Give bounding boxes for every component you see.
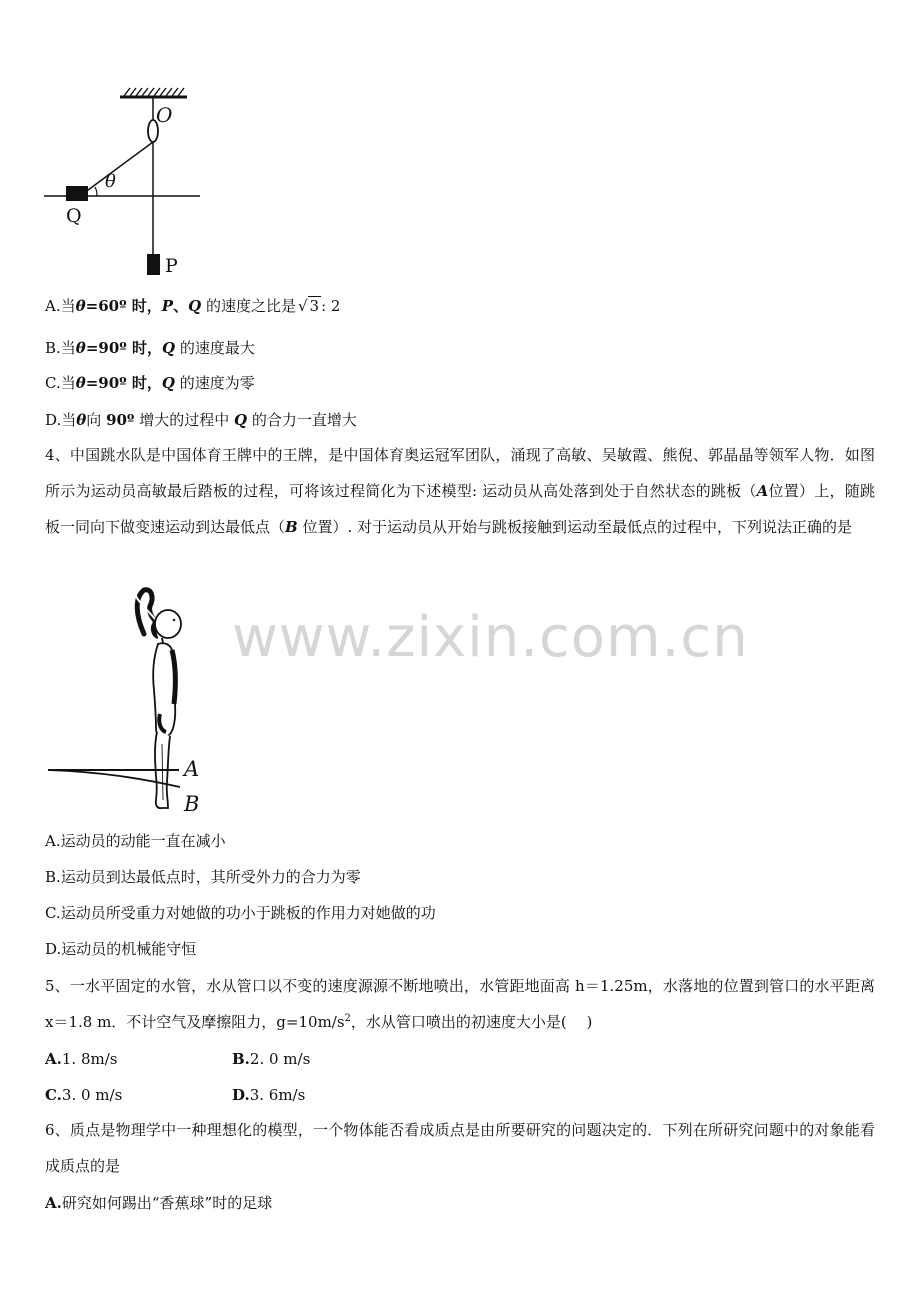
label-B: B [184, 792, 200, 816]
q6-stem: 6、质点是物理学中一种理想化的模型，一个物体能否看成质点是由所要研究的问题决定的．下列在所研究问题中的对象能看成质点的是 [45, 1121, 875, 1175]
q3-option-c: C.当θ=90º 时，Q 的速度为零 [45, 374, 255, 392]
watermark: www.zixin.com.cn [232, 605, 749, 670]
label-O: O [156, 103, 173, 127]
q3-option-a: A.当θ=60º 时，P、Q 的速度之比是 √ 3 : 2 [45, 297, 341, 315]
pulley-rope-figure [40, 86, 200, 282]
q4-option-c: C.运动员所受重力对她做的功小于跳板的作用力对她做的功 [45, 904, 436, 922]
label-A: A [184, 757, 200, 781]
label-Q: Q [66, 205, 82, 227]
q5-option-d: D.3. 6m/s [232, 1086, 306, 1104]
q5-stem: 5、一水平固定的水管，水从管口以不变的速度源源不断地喷出，水管距地面高 h＝1.25m，水落地的位置到管口的水平距离 x＝1.8 m．不计空气及摩擦阻力，$g=10m/s^2$，水从管口喷出的初速度大小是( ) [45, 977, 875, 1031]
q3-option-b: B.当θ=90º 时，Q 的速度最大 [45, 339, 255, 357]
q6-option-a: A.研究如何踢出“香蕉球”时的足球 [45, 1194, 273, 1212]
label-theta: θ [105, 171, 116, 192]
block-P [147, 254, 160, 275]
q5-option-a: A.1. 8m/s [45, 1050, 118, 1068]
q4-option-d: D.运动员的机械能守恒 [45, 940, 197, 958]
q4-stem: 4、中国跳水队是中国体育王牌中的王牌，是中国体育奥运冠军团队，涌现了高敏、吴敏霞、熊倪、郭晶晶等领军人物．如图所示为运动员高敏最后踏板的过程，可将该过程简化为下述模型: 运动员从高处落到处于自然状态的跳板（A位置）上，随跳板一同向下做变速运动到达最低点（B 位置）. 对于运动员从开始与跳板接触到运动至最低点的过程中，下列说法正确的是 [45, 446, 875, 536]
q3-option-d: D.当θ向 90º 增大的过程中 Q 的合力一直增大 [45, 411, 357, 429]
diver-springboard-figure [44, 586, 214, 816]
label-P: P [165, 255, 178, 277]
block-Q [66, 186, 88, 201]
q4-option-a: A.运动员的动能一直在减小 [45, 832, 226, 850]
diver-head [155, 610, 181, 638]
q5-option-c: C.3. 0 m/s [45, 1086, 123, 1104]
q4-option-b: B.运动员到达最低点时，其所受外力的合力为零 [45, 868, 361, 886]
q5-option-b: B.2. 0 m/s [232, 1050, 311, 1068]
